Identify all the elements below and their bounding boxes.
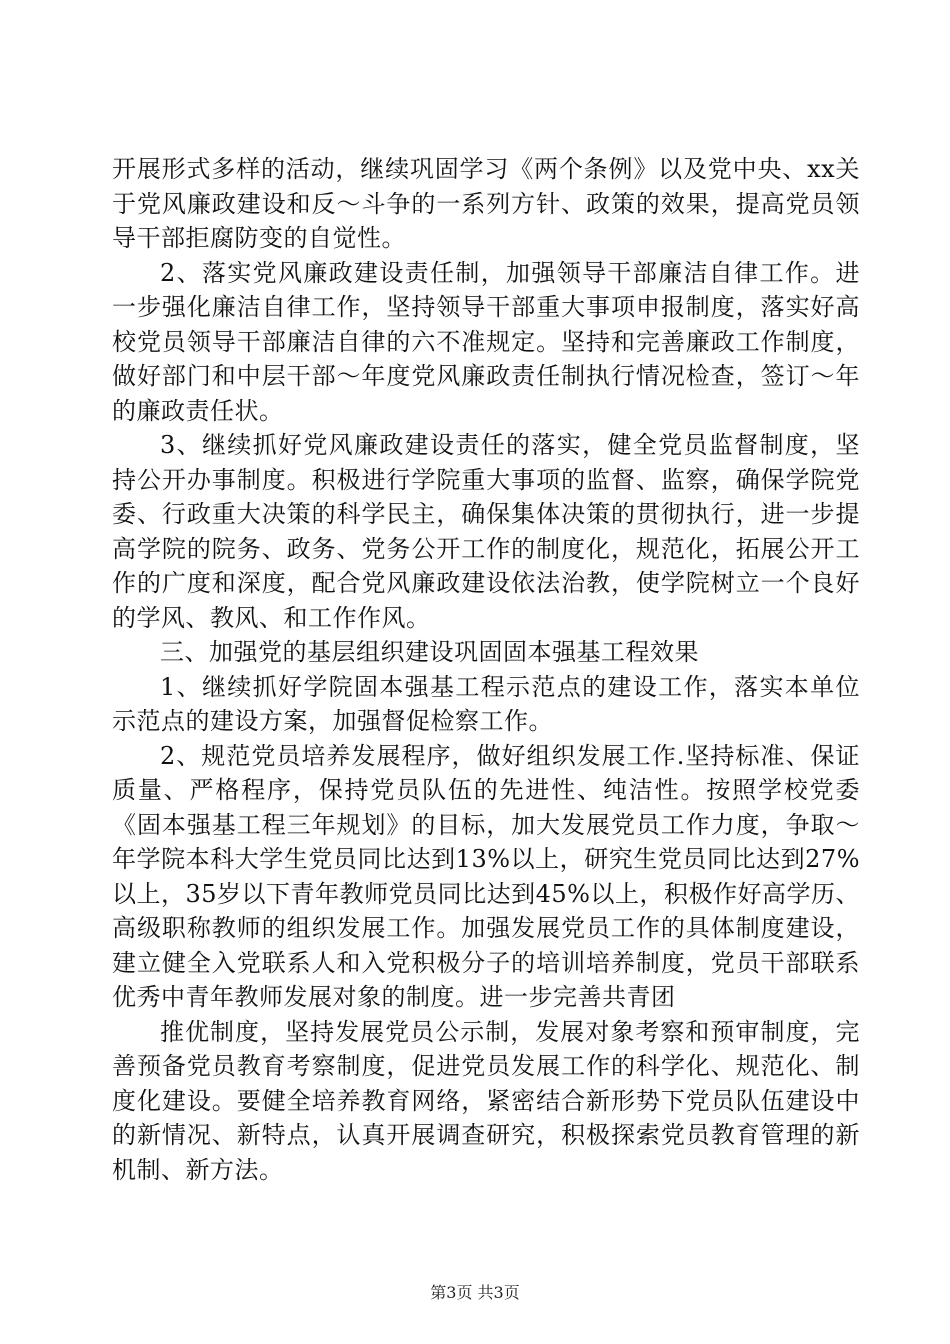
- page-number-footer: 第3页 共3页: [430, 1283, 520, 1302]
- paragraph-continuation: 开展形式多样的活动，继续巩固学习《两个条例》以及党中央、xx关于党风廉政建设和反～斗争的一系列方针、政策的效果，提高党员领导干部拒腐防变的自觉性。: [112, 155, 860, 252]
- paragraph-section3-item-1: 1、继续抓好学院固本强基工程示范点的建设工作，落实本单位示范点的建设方案，加强督促检察工作。: [112, 672, 860, 735]
- document-body: [112, 152, 860, 1187]
- paragraph-section3-item-2: 2、规范党员培养发展程序，做好组织发展工作.坚持标准、保证质量、严格程序，保持党员队伍的先进性、纯洁性。按照学校党委《固本强基工程三年规划》的目标，加大发展党员工作力度，争取～年学院本科大学生党员同比达到13%以上，研究生党员同比达到27%以上，35岁以下青年教师党员同比达到45%以上，积极作好高学历、高级职称教师的组织发展工作。加强发展党员工作的具体制度建设，建立健全入党联系人和入党积极分子的培训培养制度，党员干部联系优秀中青年教师发展对象的制度。进一步完善共青团: [112, 741, 860, 1011]
- section-heading-3: 三、加强党的基层组织建设巩固固本强基工程效果: [160, 638, 699, 666]
- paragraph-continuation-2: 推优制度，坚持发展党员公示制，发展对象考察和预审制度，完善预备党员教育考察制度，促进党员发展工作的科学化、规范化、制度化建设。要健全培养教育网络，紧密结合新形势下党员队伍建设中的新情况、新特点，认真开展调查研究，积极探索党员教育管理的新机制、新方法。: [112, 1017, 860, 1184]
- paragraph-item-2: 2、落实党风廉政建设责任制，加强领导干部廉洁自律工作。进一步强化廉洁自律工作，坚持领导干部重大事项申报制度，落实好高校党员领导干部廉洁自律的六不准规定。坚持和完善廉政工作制度，做好部门和中层干部～年度党风廉政责任制执行情况检查，签订～年的廉政责任状。: [112, 258, 860, 425]
- paragraph-item-3: 3、继续抓好党风廉政建设责任的落实，健全党员监督制度，坚持公开办事制度。积极进行学院重大事项的监督、监察，确保学院党委、行政重大决策的科学民主，确保集体决策的贯彻执行，进一步提高学院的院务、政务、党务公开工作的制度化，规范化，拓展公开工作的广度和深度，配合党风廉政建设依法治教，使学院树立一个良好的学风、教风、和工作作风。: [112, 431, 860, 632]
